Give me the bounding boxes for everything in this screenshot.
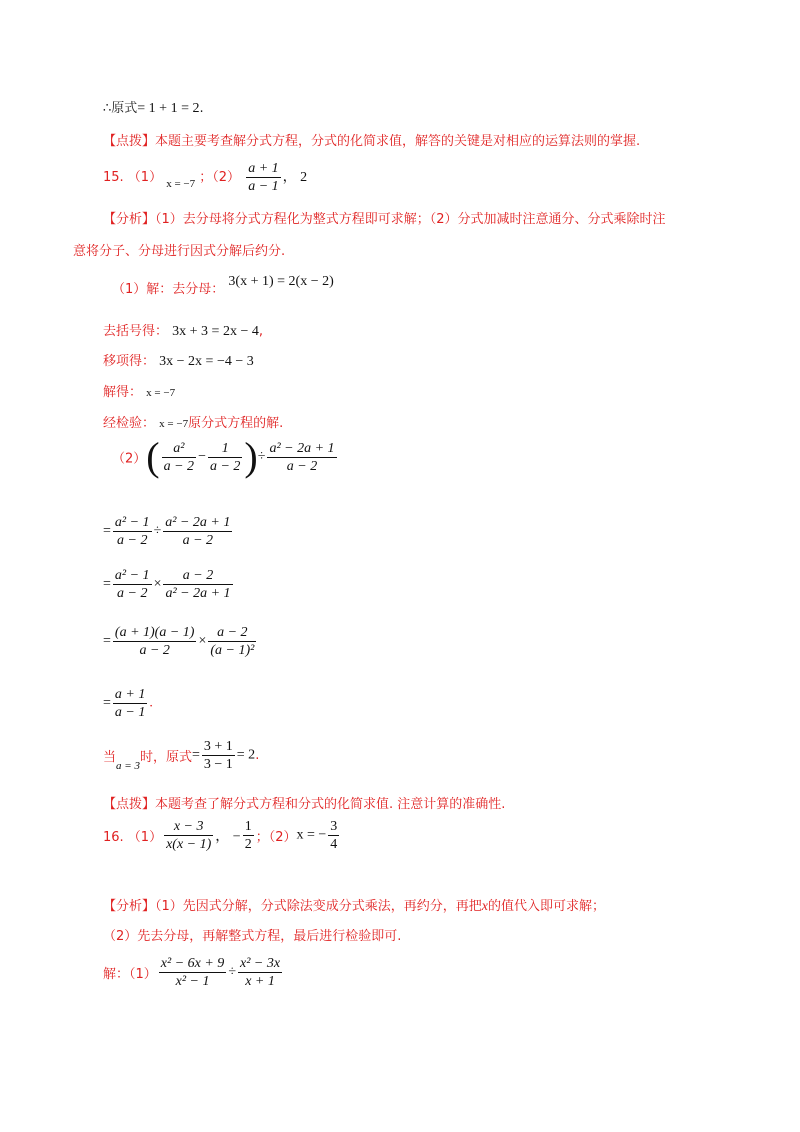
r1-frac-1 bbox=[113, 514, 152, 549]
q16-label: 16. （1） bbox=[103, 830, 163, 845]
part-2-expression bbox=[112, 434, 339, 479]
q16-x: x = − bbox=[296, 827, 327, 843]
step-5-label: 经检验： bbox=[103, 416, 156, 431]
r1-f1-num: a² − 1 bbox=[114, 515, 150, 530]
r2-frac-2 bbox=[163, 567, 232, 602]
q15-answer-2-fraction bbox=[246, 160, 280, 195]
q15-answer-tail: ， 2 bbox=[282, 170, 308, 185]
q16-x-frac bbox=[328, 818, 339, 853]
q16-h-den: 2 bbox=[244, 837, 252, 852]
q16-h-num: 1 bbox=[244, 819, 252, 834]
step-2-end: , bbox=[258, 324, 263, 339]
r2-f2-num: a − 2 bbox=[163, 567, 232, 585]
p2-frac-1 bbox=[162, 440, 196, 475]
when-den: 3 − 1 bbox=[203, 757, 233, 772]
sol-frac-2 bbox=[238, 955, 282, 990]
r3-frac-2 bbox=[208, 624, 256, 659]
step-2 bbox=[103, 320, 263, 340]
step-5-tail: 原分式方程的解. bbox=[188, 416, 284, 431]
q16-half bbox=[243, 818, 254, 853]
when-cond: a = 3 bbox=[116, 760, 140, 772]
r4-frac bbox=[113, 686, 147, 721]
p2-f1-num: a² bbox=[162, 440, 196, 458]
evaluate-line bbox=[103, 738, 259, 773]
part-2-label: （2） bbox=[112, 451, 147, 467]
q16-mid: ；（2） bbox=[255, 830, 297, 845]
fenxi-16-line2: （2）先去分母，再解整式方程，最后进行检验即可. bbox=[103, 929, 402, 944]
r3-f1-den: a − 2 bbox=[139, 643, 170, 658]
p2-minus: − bbox=[198, 449, 206, 464]
step-5-math: x = −7 bbox=[159, 418, 189, 430]
step-3-math: 3x − 2x = −4 − 3 bbox=[159, 354, 254, 369]
r4-eq: = bbox=[103, 695, 111, 711]
p2-f2-num: 1 bbox=[208, 440, 242, 458]
r1-frac-2 bbox=[163, 514, 232, 549]
sol-frac-1 bbox=[159, 955, 227, 990]
step-4-math: x = −7 bbox=[146, 387, 176, 399]
step-1-label: （1）解：去分母： bbox=[112, 282, 225, 297]
when-eq: = bbox=[191, 747, 200, 763]
r3-eq: = bbox=[103, 633, 111, 649]
p2-f3-den: a − 2 bbox=[286, 458, 318, 474]
q15-answer-1: x = −7 bbox=[166, 178, 196, 190]
r4-num: a + 1 bbox=[114, 687, 146, 702]
left-paren: ( bbox=[146, 434, 160, 479]
r2-f2-den: a² − 2a + 1 bbox=[165, 586, 231, 601]
dianbo-note-1: 【点拨】本题主要考查解分式方程，分式的化简求值，解答的关键是对相应的运算法则的掌握. bbox=[103, 134, 641, 149]
solution-16 bbox=[103, 955, 284, 990]
dianbo-note-2: 【点拨】本题考查了解分式方程和分式的化简求值. 注意计算的准确性. bbox=[103, 797, 506, 812]
p2-f1-den: a − 2 bbox=[163, 458, 195, 474]
r2-f1-num: a² − 1 bbox=[114, 568, 150, 583]
r2-frac-1 bbox=[113, 567, 152, 602]
r1-div: ÷ bbox=[153, 523, 162, 539]
q16-num: x − 3 bbox=[164, 818, 213, 836]
p2-frac-3 bbox=[267, 440, 336, 475]
fenxi-15-line1: 【分析】（1）去分母将分式方程化为整式方程即可求解；（2）分式加减时注意通分、分式乘除时注 bbox=[103, 212, 666, 227]
step-5 bbox=[103, 412, 283, 431]
r1-f2-num: a² − 2a + 1 bbox=[165, 515, 231, 530]
r2-mul: × bbox=[153, 576, 162, 592]
step-1 bbox=[112, 274, 334, 298]
sol-div: ÷ bbox=[228, 964, 236, 980]
q16-answer bbox=[103, 818, 341, 853]
sol-f1-num: x² − 6x + 9 bbox=[160, 956, 225, 971]
q15-answer bbox=[103, 160, 307, 195]
fenxi16-l1a: 【分析】（1）先因式分解，分式除法变成分式乘法，再约分，再把 bbox=[103, 899, 482, 914]
r3-f1-num: (a + 1)(a − 1) bbox=[114, 625, 195, 640]
conclusion-line bbox=[103, 97, 204, 117]
r3-mul: × bbox=[198, 633, 207, 649]
p2-f2-den: a − 2 bbox=[209, 458, 241, 474]
fenxi-15-line2: 意将分子、分母进行因式分解后约分. bbox=[73, 244, 286, 259]
r1-eq: = bbox=[103, 523, 111, 539]
r2-f1-den: a − 2 bbox=[117, 586, 148, 601]
sol-label: 解：（1） bbox=[103, 967, 157, 982]
therefore-label: ∴原式 bbox=[103, 101, 138, 116]
q16-frac-1 bbox=[164, 818, 213, 853]
step-4 bbox=[103, 381, 175, 400]
fenxi16-l1b: 的值代入即可求解； bbox=[488, 899, 606, 914]
step-2-label: 去括号得： bbox=[103, 324, 169, 339]
conclusion-math: = 1 + 1 = 2 bbox=[137, 101, 200, 116]
r1-f1-den: a − 2 bbox=[117, 533, 148, 548]
when-mid: 时，原式 bbox=[139, 750, 192, 765]
step-3-label: 移项得： bbox=[103, 354, 156, 369]
right-paren: ) bbox=[244, 434, 258, 479]
sol-f1-den: x² − 1 bbox=[175, 974, 210, 989]
r4-den: a − 1 bbox=[114, 705, 146, 720]
q16-den: x(x − 1) bbox=[166, 837, 212, 852]
q16-x-num: 3 bbox=[330, 819, 338, 834]
r3-frac-1 bbox=[113, 624, 197, 659]
q15-label: 15. （1） bbox=[103, 170, 163, 185]
sol-f2-num: x² − 3x bbox=[240, 956, 281, 971]
step-1-math: 3(x + 1) = 2(x − 2) bbox=[228, 274, 334, 289]
result-step-4 bbox=[103, 686, 153, 721]
fenxi16-var: x bbox=[481, 899, 488, 914]
q16-x-den: 4 bbox=[330, 837, 338, 852]
result-step-3 bbox=[103, 624, 258, 659]
q15-sep: ；（2） bbox=[199, 170, 241, 185]
result-step-1 bbox=[103, 514, 234, 549]
r2-eq: = bbox=[103, 576, 111, 592]
sol-f2-den: x + 1 bbox=[245, 974, 275, 989]
step-4-label: 解得： bbox=[103, 385, 143, 400]
q15-a2-num: a + 1 bbox=[248, 161, 279, 176]
p2-f3-num: a² − 2a + 1 bbox=[269, 440, 335, 456]
when-end: . bbox=[255, 748, 260, 763]
q15-a2-den: a − 1 bbox=[248, 179, 279, 194]
period: . bbox=[199, 101, 204, 116]
fenxi-16-line1 bbox=[103, 895, 605, 915]
r3-f2-den: (a − 1)² bbox=[210, 643, 255, 658]
when-res: = 2 bbox=[236, 747, 256, 763]
result-step-2 bbox=[103, 567, 235, 602]
p2-div: ÷ bbox=[257, 449, 266, 464]
r4-end: . bbox=[149, 695, 153, 711]
p2-frac-2 bbox=[208, 440, 242, 475]
step-3 bbox=[103, 350, 254, 370]
when-frac bbox=[202, 738, 235, 773]
step-2-math: 3x + 3 = 2x − 4 bbox=[172, 324, 259, 339]
when-pre: 当 bbox=[103, 750, 117, 765]
r3-f2-num: a − 2 bbox=[208, 624, 256, 642]
when-num: 3 + 1 bbox=[203, 739, 233, 754]
q16-sep: ， − bbox=[215, 829, 241, 845]
r1-f2-den: a − 2 bbox=[182, 533, 214, 548]
